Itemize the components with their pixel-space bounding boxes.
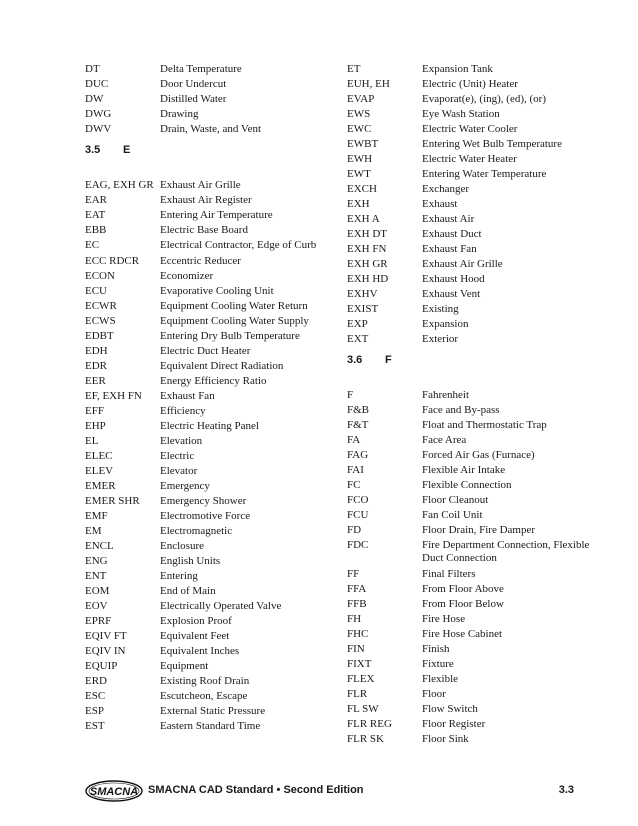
abbreviation: ECC RDCR	[85, 255, 140, 267]
abbreviation: F&B	[347, 404, 370, 416]
definition: Eye Wash Station	[422, 108, 500, 120]
abbreviation: FFA	[347, 583, 367, 595]
abbreviation-entry	[85, 270, 330, 285]
definition: Exhaust Fan	[160, 390, 215, 402]
definition: Entering	[160, 570, 198, 582]
abbreviation: ERD	[85, 675, 107, 687]
abbreviation-entry	[347, 318, 592, 333]
abbreviation: FIN	[347, 643, 365, 655]
page-footer	[0, 780, 638, 804]
definition: Door Undercut	[160, 78, 227, 90]
abbreviation: EMF	[85, 510, 108, 522]
abbreviation-entry	[347, 479, 592, 494]
abbreviation: FA	[347, 434, 361, 446]
abbreviation: EXHV	[347, 288, 378, 300]
definition: Expansion	[422, 318, 469, 330]
abbreviation-entry	[347, 168, 592, 183]
abbreviation-entry	[347, 419, 592, 434]
abbreviation-entry	[85, 330, 330, 345]
abbreviation-entry	[347, 228, 592, 243]
abbreviation: EAR	[85, 194, 107, 206]
abbreviation-entry	[85, 690, 330, 705]
definition: Electric Water Cooler	[422, 123, 518, 135]
abbreviation-entry	[347, 733, 592, 748]
definition: Final Filters	[422, 568, 476, 580]
abbreviation: EER	[85, 375, 106, 387]
abbreviation-entry	[347, 434, 592, 449]
definition: Electric Heating Panel	[160, 420, 259, 432]
abbreviation-entry	[85, 315, 330, 330]
abbreviation-entry	[347, 78, 592, 93]
abbreviation-entry	[347, 613, 592, 628]
abbreviation: EWBT	[347, 138, 379, 150]
definition: Fixture	[422, 658, 454, 670]
abbreviation-entry	[85, 420, 330, 435]
definition: Flexible	[422, 673, 459, 685]
abbreviation-entry	[347, 658, 592, 673]
definition: Eccentric Reducer	[160, 255, 241, 267]
abbreviation: DUC	[85, 78, 109, 90]
abbreviation-entry	[347, 153, 592, 168]
abbreviation-entry	[85, 78, 330, 93]
abbreviation-entry	[347, 123, 592, 138]
abbreviation: EQIV IN	[85, 645, 126, 657]
abbreviation-entry	[347, 198, 592, 213]
abbreviation-entry	[85, 600, 330, 615]
definition: Floor Register	[422, 718, 486, 730]
abbreviation: EXT	[347, 333, 369, 345]
abbreviation: ELEC	[85, 450, 113, 462]
definition: Flow Switch	[422, 703, 478, 715]
abbreviation-entry	[85, 525, 330, 540]
abbreviation-entry	[347, 464, 592, 479]
definition: Energy Efficiency Ratio	[160, 375, 267, 387]
abbreviation-entry	[85, 585, 330, 600]
abbreviation: EF, EXH FN	[85, 390, 142, 402]
abbreviation: EDBT	[85, 330, 114, 342]
abbreviation-entry	[347, 63, 592, 78]
abbreviation-entry	[85, 63, 330, 78]
definition: Floor	[422, 688, 446, 700]
definition: Delta Temperature	[160, 63, 242, 75]
abbreviation-entry	[347, 509, 592, 524]
abbreviation-entry	[85, 645, 330, 660]
abbreviation-entry	[85, 630, 330, 645]
definition: Equivalent Feet	[160, 630, 230, 642]
definition: Fan Coil Unit	[422, 509, 483, 521]
abbreviation: ECON	[85, 270, 115, 282]
abbreviation: FAG	[347, 449, 369, 461]
abbreviation: EFF	[85, 405, 104, 417]
definition: Exhaust Air Register	[160, 194, 252, 206]
abbreviation: EMER	[85, 480, 116, 492]
definition: Elevation	[160, 435, 203, 447]
abbreviation-entry	[85, 720, 330, 735]
definition: Equivalent Direct Radiation	[160, 360, 284, 372]
abbreviation-entry	[85, 435, 330, 450]
definition: Exhaust Air	[422, 213, 475, 225]
definition: Escutcheon, Escape	[160, 690, 248, 702]
definition: Evaporat(e), (ing), (ed), (or)	[422, 93, 546, 105]
abbreviation-entry	[347, 539, 592, 568]
abbreviation: ECU	[85, 285, 107, 297]
abbreviation-entry	[347, 288, 592, 303]
definition: Exhaust Vent	[422, 288, 481, 300]
abbreviation-entry	[85, 209, 330, 224]
abbreviation: EDR	[85, 360, 107, 372]
abbreviation-entry	[347, 108, 592, 123]
abbreviation: ECWS	[85, 315, 116, 327]
abbreviation: FH	[347, 613, 362, 625]
abbreviation: EHP	[85, 420, 106, 432]
abbreviation-entry	[347, 449, 592, 464]
abbreviation-entry	[347, 673, 592, 688]
abbreviation: FHC	[347, 628, 369, 640]
definition: Eastern Standard Time	[160, 720, 261, 732]
abbreviation: EXH GR	[347, 258, 388, 270]
definition: Expansion Tank	[422, 63, 493, 75]
section-heading	[347, 354, 592, 389]
abbreviation-entry	[347, 688, 592, 703]
abbreviation-entry	[347, 718, 592, 733]
definition: Electromotive Force	[160, 510, 251, 522]
definition: Face and By-pass	[422, 404, 500, 416]
abbreviation-entry	[85, 480, 330, 495]
abbreviation-entry	[85, 540, 330, 555]
abbreviation: EWC	[347, 123, 372, 135]
abbreviation: EDH	[85, 345, 108, 357]
abbreviation: EM	[85, 525, 102, 537]
definition: Exhaust Air Grille	[160, 179, 241, 191]
abbreviation-entry	[85, 194, 330, 209]
abbreviation-entry	[347, 273, 592, 288]
definition: Entering Water Temperature	[422, 168, 547, 180]
abbreviation: DT	[85, 63, 100, 75]
definition: Fire Hose	[422, 613, 466, 625]
abbreviation: EST	[85, 720, 105, 732]
abbreviation-entry	[85, 450, 330, 465]
abbreviation-entry	[85, 570, 330, 585]
abbreviation: EL	[85, 435, 99, 447]
definition: Emergency	[160, 480, 210, 492]
definition: Equipment	[160, 660, 209, 672]
abbreviation-entry	[85, 660, 330, 675]
abbreviation-entry	[347, 389, 592, 404]
abbreviation: ESP	[85, 705, 104, 717]
definition: Entering Air Temperature	[160, 209, 273, 221]
abbreviation-entry	[85, 255, 330, 270]
section-number: 3.5	[85, 144, 101, 156]
definition: Face Area	[422, 434, 467, 446]
abbreviation-entry	[347, 213, 592, 228]
abbreviation: EWH	[347, 153, 373, 165]
definition: Exhaust	[422, 198, 458, 210]
definition: End of Main	[160, 585, 216, 597]
abbreviation: FDC	[347, 539, 369, 551]
abbreviation-entry	[85, 179, 330, 194]
definition: Emergency Shower	[160, 495, 247, 507]
page-number: 3.3	[558, 784, 574, 796]
abbreviation: FLEX	[347, 673, 375, 685]
logo-text: SMACNA	[89, 786, 139, 798]
abbreviation-entry	[347, 628, 592, 643]
section-letter: F	[385, 354, 392, 366]
definition: Equipment Cooling Water Supply	[160, 315, 309, 327]
abbreviation: FCU	[347, 509, 369, 521]
definition: Equivalent Inches	[160, 645, 240, 657]
abbreviation-entry	[85, 465, 330, 480]
abbreviation-entry	[85, 93, 330, 108]
abbreviation: FD	[347, 524, 362, 536]
definition: Fahrenheit	[422, 389, 470, 401]
definition: Drawing	[160, 108, 199, 120]
abbreviation-entry	[85, 705, 330, 720]
abbreviation-entry	[347, 303, 592, 318]
definition: Exhaust Duct	[422, 228, 482, 240]
definition: Efficiency	[160, 405, 206, 417]
abbreviation: EXH HD	[347, 273, 389, 285]
abbreviation: FLR SK	[347, 733, 384, 745]
abbreviation-entry	[85, 224, 330, 239]
abbreviation: ENCL	[85, 540, 114, 552]
abbreviation-entry	[347, 404, 592, 419]
section-number: 3.6	[347, 354, 363, 366]
abbreviation-entry	[85, 390, 330, 405]
footer-title: SMACNA CAD Standard • Second Edition	[148, 784, 364, 796]
definition: Floor Sink	[422, 733, 469, 745]
abbreviation-entry	[85, 675, 330, 690]
abbreviation: FF	[347, 568, 360, 580]
abbreviation: EOM	[85, 585, 110, 597]
abbreviation-entry	[347, 703, 592, 718]
right-column	[347, 63, 592, 748]
definition: Existing	[422, 303, 459, 315]
abbreviation-entry	[85, 285, 330, 300]
definition: Electric Water Heater	[422, 153, 517, 165]
abbreviation: ENT	[85, 570, 107, 582]
definition: Electric Duct Heater	[160, 345, 251, 357]
abbreviation-entry	[347, 568, 592, 583]
definition: Electromagnetic	[160, 525, 233, 537]
abbreviation: ENG	[85, 555, 108, 567]
definition: External Static Pressure	[160, 705, 266, 717]
abbreviation: FC	[347, 479, 361, 491]
definition: Evaporative Cooling Unit	[160, 285, 274, 297]
definition: Exchanger	[422, 183, 470, 195]
definition: Electric Base Board	[160, 224, 248, 236]
abbreviation: ESC	[85, 690, 106, 702]
abbreviation: EQUIP	[85, 660, 118, 672]
abbreviation: FAI	[347, 464, 364, 476]
definition: Exhaust Hood	[422, 273, 485, 285]
abbreviation: EAG, EXH GR	[85, 179, 154, 191]
abbreviation: FFB	[347, 598, 367, 610]
abbreviation: F&T	[347, 419, 369, 431]
definition: Exhaust Air Grille	[422, 258, 503, 270]
definition: Electrical Contractor, Edge of Curb	[160, 239, 317, 251]
abbreviation: FLR REG	[347, 718, 392, 730]
definition: Finish	[422, 643, 450, 655]
abbreviation: EMER SHR	[85, 495, 140, 507]
abbreviation-entry	[85, 123, 330, 138]
abbreviation-entry	[85, 375, 330, 390]
definition: Entering Wet Bulb Temperature	[422, 138, 562, 150]
abbreviation-entry	[85, 360, 330, 375]
definition: Existing Roof Drain	[160, 675, 250, 687]
definition: Exhaust Fan	[422, 243, 477, 255]
definition: Enclosure	[160, 540, 204, 552]
abbreviation-entry	[85, 108, 330, 123]
definition: Exterior	[422, 333, 459, 345]
abbreviation-entry	[85, 555, 330, 570]
abbreviation: EOV	[85, 600, 108, 612]
abbreviation-entry	[347, 524, 592, 539]
definition: Float and Thermostatic Trap	[422, 419, 547, 431]
abbreviation-entry	[347, 598, 592, 613]
abbreviation: EBB	[85, 224, 107, 236]
abbreviation-entry	[347, 494, 592, 509]
abbreviation-entry	[347, 258, 592, 273]
section-heading	[85, 144, 330, 179]
abbreviation: EXH DT	[347, 228, 388, 240]
definition: Electric (Unit) Heater	[422, 78, 518, 90]
abbreviation: FLR	[347, 688, 368, 700]
abbreviation-entry	[85, 405, 330, 420]
definition: From Floor Above	[422, 583, 504, 595]
definition: Electric	[160, 450, 195, 462]
definition: Electrically Operated Valve	[160, 600, 282, 612]
abbreviation: FCO	[347, 494, 369, 506]
abbreviation: EWS	[347, 108, 371, 120]
abbreviation: EXP	[347, 318, 368, 330]
abbreviation-entry	[347, 138, 592, 153]
abbreviation: EUH, EH	[347, 78, 390, 90]
definition: Elevator	[160, 465, 198, 477]
abbreviation: EXIST	[347, 303, 379, 315]
abbreviation-entry	[347, 183, 592, 198]
abbreviation-entry	[85, 300, 330, 315]
definition: Flexible Connection	[422, 479, 512, 491]
abbreviation: DW	[85, 93, 104, 105]
abbreviation: ELEV	[85, 465, 114, 477]
abbreviation: DWG	[85, 108, 112, 120]
smacna-logo	[85, 780, 143, 802]
definition: Fire Hose Cabinet	[422, 628, 503, 640]
section-letter: E	[123, 144, 131, 156]
definition: Fire Department Connection, Flexible Duct Connection	[422, 539, 590, 564]
abbreviation: EWT	[347, 168, 371, 180]
abbreviation-entry	[347, 333, 592, 348]
abbreviation-entry	[347, 243, 592, 258]
abbreviation: EVAP	[347, 93, 375, 105]
definition: Economizer	[160, 270, 214, 282]
abbreviation: ET	[347, 63, 361, 75]
abbreviation-entry	[85, 239, 330, 255]
definition: Equipment Cooling Water Return	[160, 300, 308, 312]
definition: Explosion Proof	[160, 615, 232, 627]
definition: Floor Cleanout	[422, 494, 489, 506]
abbreviation: EXCH	[347, 183, 377, 195]
abbreviation-entry	[85, 495, 330, 510]
definition: From Floor Below	[422, 598, 504, 610]
abbreviation: EQIV FT	[85, 630, 127, 642]
definition: Distilled Water	[160, 93, 227, 105]
abbreviation: F	[347, 389, 354, 401]
abbreviation: DWV	[85, 123, 112, 135]
abbreviation: FL SW	[347, 703, 379, 715]
definition: Drain, Waste, and Vent	[160, 123, 262, 135]
abbreviation: EXH A	[347, 213, 380, 225]
left-column	[85, 63, 330, 735]
abbreviation: EC	[85, 239, 100, 251]
definition: Flexible Air Intake	[422, 464, 506, 476]
abbreviation-entry	[85, 510, 330, 525]
abbreviation-entry	[347, 93, 592, 108]
abbreviation-entry	[347, 583, 592, 598]
definition: Floor Drain, Fire Damper	[422, 524, 536, 536]
abbreviation: ECWR	[85, 300, 117, 312]
abbreviation: EAT	[85, 209, 106, 221]
abbreviation: EXH	[347, 198, 370, 210]
definition: Entering Dry Bulb Temperature	[160, 330, 300, 342]
abbreviation: FIXT	[347, 658, 372, 670]
abbreviation-entry	[347, 643, 592, 658]
abbreviation-entry	[85, 615, 330, 630]
abbreviation-entry	[85, 345, 330, 360]
definition: Forced Air Gas (Furnace)	[422, 449, 535, 461]
abbreviation: EPRF	[85, 615, 112, 627]
abbreviation: EXH FN	[347, 243, 387, 255]
definition: English Units	[160, 555, 221, 567]
